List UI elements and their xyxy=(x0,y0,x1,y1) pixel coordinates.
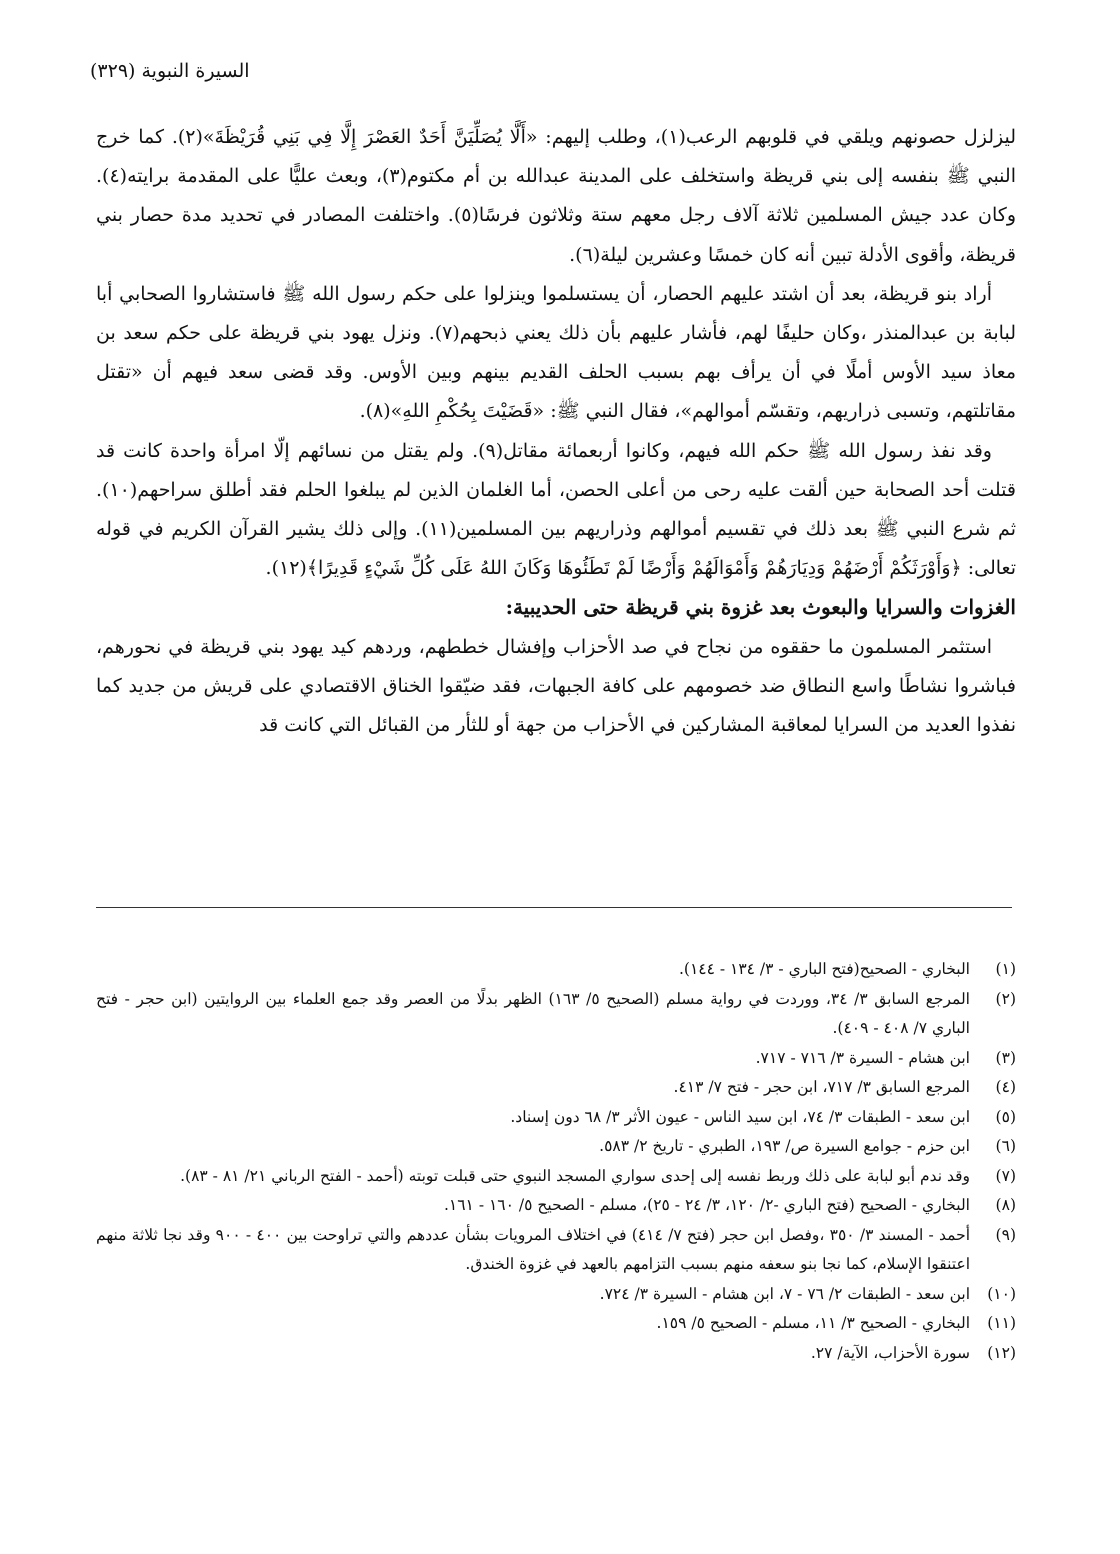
footnote-text: البخاري - الصحيح (فتح الباري -٢/ ١٢٠، ٣/ ٢٤ - ٢٥)، مسلم - الصحيح ٥/ ١٦٠ - ١٦١. xyxy=(443,1196,970,1214)
footnote-text: ابن حزم - جوامع السيرة ص/ ١٩٣، الطبري - تاريخ ٢/ ٥٨٣. xyxy=(599,1137,970,1155)
main-text xyxy=(96,118,1016,745)
footnote-divider xyxy=(96,907,1012,908)
footnote-text: البخاري - الصحيح(فتح الباري - ٣/ ١٣٤ - ١٤٤). xyxy=(678,960,970,978)
footnote-number: (٣) xyxy=(995,1048,1016,1067)
footnote-text: ابن هشام - السيرة ٣/ ٧١٦ - ٧١٧. xyxy=(755,1048,970,1067)
footnotes-list xyxy=(96,955,1016,1368)
footnote-text: أحمد - المسند ٣/ ٣٥٠ ،وفصل ابن حجر (فتح ٧/ ٤١٤) في اختلاف المرويات بشأن عددهم والتي تراوحت بين ٤٠٠ - ٩٠٠ وقد نجا ثلاثة منهم اعتنقوا الإسلام، كما نجا بنو سعفه منهم بسبب التزامهم بالعهد في غزوة الخندق. xyxy=(96,1225,971,1273)
footnote-item xyxy=(96,985,1016,1044)
footnote-number: (١٢) xyxy=(987,1343,1016,1362)
body-paragraph: وقد نفذ رسول الله ﷺ حكم الله فيهم، وكانوا أربعمائة مقاتل(٩). ولم يقتل من نسائهم إلّا امرأة واحدة كانت قد قتلت أحد الصحابة حين ألقت عليه رحى من أعلى الحصن، أما الغلمان الذين لم يبلغوا الحلم فقد أطلق سراحهم(١٠). ثم شرع النبي ﷺ بعد ذلك في تقسيم أموالهم وذراريهم بين المسلمين(١١). وإلى ذلك يشير القرآن الكريم في قوله تعالى: ﴿وَأَوْرَثَكُمْ أَرْضَهُمْ وَدِيَارَهُمْ وَأَمْوَالَهُمْ وَأَرْضًا لَمْ تَطَئُوهَا وَكَانَ اللهُ عَلَى كُلِّ شَيْءٍ قَدِيرًا﴾(١٢). xyxy=(96,439,1016,580)
footnote-number: (٥) xyxy=(995,1107,1016,1126)
running-header: السيرة النبوية (٣٢٩) xyxy=(90,60,250,82)
footnote-item xyxy=(96,1044,1016,1074)
footnote-text: سورة الأحزاب، الآية/ ٢٧. xyxy=(810,1343,970,1362)
footnote-item xyxy=(96,1191,1016,1221)
body-paragraph: ليزلزل حصونهم ويلقي في قلوبهم الرعب(١)، وطلب إليهم: «أَلَّا يُصَلِّيَنَّ أَحَدٌ العَصْرَ إِلَّا فِي بَنِي قُرَيْظَةَ»(٢). كما خرج النبي ﷺ بنفسه إلى بني قريظة واستخلف على المدينة عبدالله بن أم مكتوم(٣)، وبعث عليًّا على المقدمة برايته(٤). وكان عدد جيش المسلمين ثلاثة آلاف رجل معهم ستة وثلاثون فرسًا(٥). واختلفت المصادر في تحديد مدة حصار بني قريظة، وأقوى الأدلة تبين أنه كان خمسًا وعشرين ليلة(٦). xyxy=(96,126,1017,266)
footnote-text: ابن سعد - الطبقات ٣/ ٧٤، ابن سيد الناس - عيون الأثر ٣/ ٦٨ دون إسناد. xyxy=(510,1107,970,1126)
body-paragraph: استثمر المسلمون ما حققوه من نجاح في صد الأحزاب وإفشال خططهم، وردهم كيد يهود بني قريظة في نحورهم، فباشروا نشاطًا واسع النطاق ضد خصومهم على كافة الجبهات، فقد ضيّقوا الخناق الاقتصادي على قريش من جديد كما نفذوا العديد من السرايا لمعاقبة المشاركين في الأحزاب من جهة أو للثأر من القبائل التي كانت قد xyxy=(96,635,1016,737)
footnote-item xyxy=(96,1280,1016,1310)
footnote-number: (٨) xyxy=(995,1196,1016,1214)
footnote-number: (١١) xyxy=(987,1314,1016,1332)
footnote-text: ابن سعد - الطبقات ٢/ ٧٦ - ٧، ابن هشام - السيرة ٣/ ٧٢٤. xyxy=(599,1284,970,1303)
footnote-item xyxy=(96,1132,1016,1162)
footnote-number: (١٠) xyxy=(987,1284,1016,1303)
footnote-text: البخاري - الصحيح ٣/ ١١، مسلم - الصحيح ٥/ ١٥٩. xyxy=(656,1314,970,1332)
footnote-item xyxy=(96,1162,1016,1192)
footnote-number: (٤) xyxy=(995,1078,1016,1096)
section-heading: الغزوات والسرايا والبعوث بعد غزوة بني قريظة حتى الحديبية: xyxy=(505,595,1016,620)
footnote-number: (٩) xyxy=(995,1225,1016,1244)
footnote-item xyxy=(96,1103,1016,1133)
footnote-item xyxy=(96,955,1016,985)
footnote-text: وقد ندم أبو لبابة على ذلك وربط نفسه إلى إحدى سواري المسجد النبوي حتى قبلت توبته (أحمد - الفتح الرباني ٢١/ ٨١ - ٨٣). xyxy=(180,1166,970,1185)
footnote-number: (٦) xyxy=(995,1137,1016,1155)
body-paragraph: أراد بنو قريظة، بعد أن اشتد عليهم الحصار، أن يستسلموا وينزلوا على حكم رسول الله ﷺ فاستشاروا الصحابي أبا لبابة بن عبدالمنذر ،وكان حليفًا لهم، فأشار عليهم بأن ذلك يعني ذبحهم(٧). ونزل يهود بني قريظة على حكم سعد بن معاذ سيد الأوس أملًا في أن يرأف بهم بسبب الحلف القديم بينهم وبين الأوس. وقد قضى سعد فيهم أن «تقتل مقاتلتهم، وتسبى ذراريهم، وتقسّم أموالهم»، فقال النبي ﷺ: «قَضَيْتَ بِحُكْمِ اللهِ»(٨). xyxy=(96,282,1016,423)
footnote-item xyxy=(96,1339,1016,1369)
footnote-item xyxy=(96,1309,1016,1339)
footnote-number: (٧) xyxy=(995,1166,1016,1185)
footnote-number: (١) xyxy=(995,960,1016,978)
footnote-item xyxy=(96,1221,1016,1280)
footnote-item xyxy=(96,1073,1016,1103)
footnote-text: المرجع السابق ٣/ ٣٤، ووردت في رواية مسلم (الصحيح ٥/ ١٦٣) الظهر بدلًا من العصر وقد جمع العلماء بين الروايتين (ابن حجر - فتح الباري ٧/ ٤٠٨ - ٤٠٩). xyxy=(96,989,970,1037)
footnote-number: (٢) xyxy=(995,989,1016,1008)
footnote-text: المرجع السابق ٣/ ٧١٧، ابن حجر - فتح ٧/ ٤١٣. xyxy=(673,1078,970,1096)
